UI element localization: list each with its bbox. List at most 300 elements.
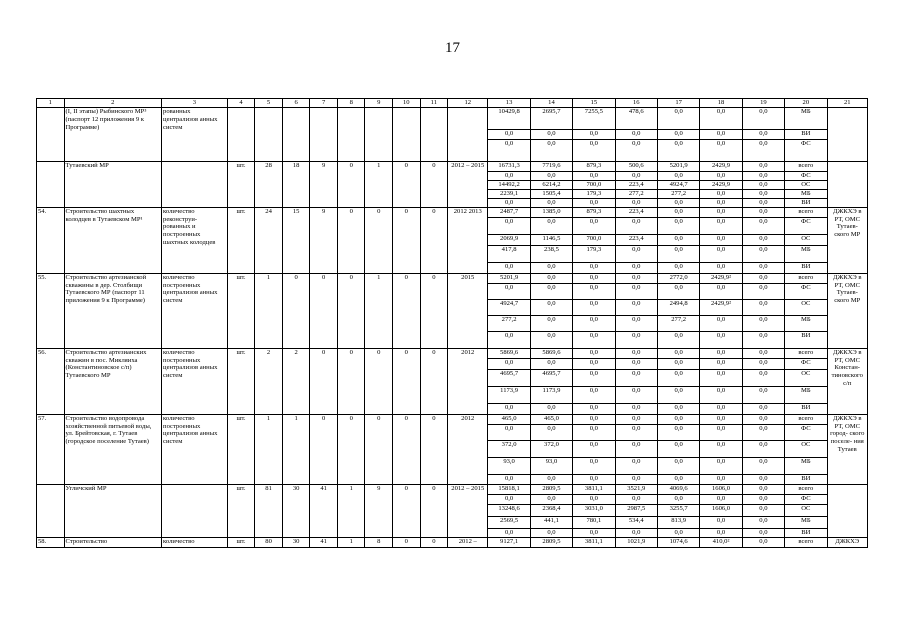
item-name: Строительство водопровода хозяйственной питьевой воды, ул. Брейтовская, г. Тутаев (городское поселение Тутаев) (64, 414, 162, 484)
amount-cell: 0,0 (488, 528, 530, 537)
amount-cell: 0,0 (488, 140, 530, 162)
source-cell: всего (785, 414, 827, 424)
value-cell: 0 (393, 537, 421, 547)
amount-cell: 15818,1 (488, 484, 530, 494)
amount-cell: 0,0 (742, 299, 784, 315)
amount-cell: 0,0 (573, 403, 615, 414)
source-cell: ОС (785, 440, 827, 457)
source-cell: всего (785, 162, 827, 172)
value-cell: 15 (282, 207, 310, 273)
amount-cell: 0,0 (657, 440, 699, 457)
value-cell: 0 (393, 162, 421, 208)
amount-cell: 2429,9 (700, 181, 742, 190)
item-number: 55. (37, 273, 65, 348)
amount-cell: 2368,4 (530, 504, 572, 516)
amount-cell: 3811,1 (573, 484, 615, 494)
amount-cell: 2069,9 (488, 234, 530, 245)
item-name: Угличский МР (64, 484, 162, 537)
amount-cell: 0,0 (742, 273, 784, 283)
amount-cell: 238,5 (530, 245, 572, 262)
value-cell: 0 (420, 484, 448, 537)
item-unit: шт. (227, 273, 255, 348)
amount-cell: 0,0 (742, 494, 784, 504)
amount-cell: 478,6 (615, 108, 657, 130)
source-cell: ФС (785, 217, 827, 234)
amount-cell: 179,3 (573, 190, 615, 199)
header-cell: 15 (573, 99, 615, 108)
item-executor: ДЖКХЭ в РТ, ОМС Констан- тиновского с/п (827, 348, 867, 414)
source-cell: ВИ (785, 130, 827, 140)
value-cell: 30 (282, 484, 310, 537)
item-executor: ДЖКХЭ в РТ, ОМС город- ского поселе- ния Тутаев (827, 414, 867, 484)
amount-cell: 0,0 (530, 130, 572, 140)
item-indicator: количество построенных централизов анных систем (162, 348, 228, 414)
amount-cell: 0,0 (573, 358, 615, 369)
amount-cell: 0,0 (742, 199, 784, 208)
header-cell: 11 (420, 99, 448, 108)
source-cell: ФС (785, 140, 827, 162)
item-number (37, 108, 65, 162)
amount-cell: 465,0 (488, 414, 530, 424)
amount-cell: 0,0 (742, 386, 784, 403)
item-years: 2015 (448, 273, 488, 348)
item-years: 2012 – 2015 (448, 484, 488, 537)
amount-cell: 0,0 (657, 474, 699, 484)
amount-cell: 0,0 (700, 199, 742, 208)
source-cell: ФС (785, 424, 827, 440)
source-cell: ФС (785, 283, 827, 299)
amount-cell: 0,0 (700, 403, 742, 414)
amount-cell: 0,0 (742, 217, 784, 234)
item-number (37, 484, 65, 537)
value-cell: 41 (310, 484, 338, 537)
amount-cell: 0,0 (488, 130, 530, 140)
source-cell: ФС (785, 172, 827, 181)
amount-cell: 0,0 (488, 262, 530, 273)
amount-cell: 1173,9 (530, 386, 572, 403)
item-years (448, 108, 488, 162)
value-cell: 0 (420, 207, 448, 273)
item-executor: ДЖКХЭ (827, 537, 867, 547)
amount-cell: 0,0 (657, 348, 699, 358)
amount-cell: 0,0 (573, 130, 615, 140)
amount-cell: 0,0 (615, 386, 657, 403)
amount-cell: 0,0 (657, 369, 699, 386)
amount-cell: 0,0 (615, 369, 657, 386)
item-unit: шт. (227, 484, 255, 537)
amount-cell: 0,0 (742, 172, 784, 181)
value-cell: 0 (337, 273, 365, 348)
amount-cell: 0,0 (700, 358, 742, 369)
amount-cell: 0,0 (742, 190, 784, 199)
amount-cell: 0,0 (657, 386, 699, 403)
amount-cell: 534,4 (615, 516, 657, 528)
amount-cell: 465,0 (530, 414, 572, 424)
amount-cell: 0,0 (700, 262, 742, 273)
value-cell: 9 (310, 207, 338, 273)
amount-cell: 0,0 (742, 403, 784, 414)
source-cell: ВИ (785, 474, 827, 484)
header-cell: 21 (827, 99, 867, 108)
amount-cell: 0,0 (530, 262, 572, 273)
amount-cell: 0,0 (657, 403, 699, 414)
amount-cell: 0,0 (488, 217, 530, 234)
source-cell: всего (785, 484, 827, 494)
amount-cell: 0,0 (615, 199, 657, 208)
value-cell: 1 (365, 162, 393, 208)
item-unit: шт. (227, 162, 255, 208)
amount-cell: 0,0 (742, 331, 784, 348)
amount-cell: 0,0 (573, 386, 615, 403)
value-cell: 28 (255, 162, 283, 208)
amount-cell: 0,0 (530, 528, 572, 537)
amount-cell: 0,0 (742, 414, 784, 424)
amount-cell: 277,2 (657, 190, 699, 199)
item-years: 2012 – (448, 537, 488, 547)
amount-cell: 3521,9 (615, 484, 657, 494)
item-executor (827, 162, 867, 208)
header-cell: 14 (530, 99, 572, 108)
value-cell: 8 (365, 537, 393, 547)
amount-cell: 277,2 (657, 315, 699, 331)
source-cell: всего (785, 348, 827, 358)
item-number (37, 162, 65, 208)
amount-cell: 10429,8 (488, 108, 530, 130)
table-row (37, 537, 868, 547)
header-cell: 6 (282, 99, 310, 108)
amount-cell: 0,0 (530, 494, 572, 504)
value-cell: 0 (365, 207, 393, 273)
amount-cell: 0,0 (488, 474, 530, 484)
value-cell: 0 (310, 414, 338, 484)
amount-cell: 0,0 (700, 414, 742, 424)
source-cell: ФС (785, 358, 827, 369)
table-row (37, 348, 868, 358)
amount-cell: 700,0 (573, 181, 615, 190)
source-cell: МБ (785, 108, 827, 130)
source-cell: ВИ (785, 331, 827, 348)
header-cell: 19 (742, 99, 784, 108)
item-name: Строительство (64, 537, 162, 547)
value-cell: 0 (420, 162, 448, 208)
amount-cell: 223,4 (615, 181, 657, 190)
amount-cell: 0,0 (742, 457, 784, 474)
source-cell: ОС (785, 234, 827, 245)
header-cell: 9 (365, 99, 393, 108)
item-name: Строительство артезианской скважины в дер. Столбищи Тутаевского МР (паспорт 11 приложения 9 к Программе) (64, 273, 162, 348)
amount-cell: 0,0 (530, 283, 572, 299)
amount-cell: 3255,7 (657, 504, 699, 516)
source-cell: МБ (785, 245, 827, 262)
amount-cell: 0,0 (573, 283, 615, 299)
amount-cell: 0,0 (615, 414, 657, 424)
amount-cell: 0,0 (488, 283, 530, 299)
amount-cell: 0,0 (615, 130, 657, 140)
item-unit: шт. (227, 414, 255, 484)
value-cell: 0 (420, 537, 448, 547)
amount-cell: 0,0 (530, 315, 572, 331)
amount-cell: 1505,4 (530, 190, 572, 199)
header-cell: 12 (448, 99, 488, 108)
amount-cell: 0,0 (530, 140, 572, 162)
amount-cell: 2239,1 (488, 190, 530, 199)
amount-cell: 500,6 (615, 162, 657, 172)
amount-cell: 0,0 (742, 130, 784, 140)
amount-cell: 0,0 (530, 273, 572, 283)
amount-cell: 0,0 (742, 108, 784, 130)
header-cell: 1 (37, 99, 65, 108)
amount-cell: 0,0 (700, 528, 742, 537)
item-indicator: количество (162, 537, 228, 547)
amount-cell: 179,3 (573, 245, 615, 262)
header-cell: 3 (162, 99, 228, 108)
amount-cell: 3031,0 (573, 504, 615, 516)
source-cell: ВИ (785, 199, 827, 208)
amount-cell: 441,1 (530, 516, 572, 528)
amount-cell: 7719,6 (530, 162, 572, 172)
amount-cell: 0,0 (657, 457, 699, 474)
amount-cell: 5201,9 (488, 273, 530, 283)
amount-cell: 277,2 (488, 315, 530, 331)
amount-cell: 0,0 (615, 262, 657, 273)
amount-cell: 0,0 (488, 424, 530, 440)
amount-cell: 0,0 (573, 331, 615, 348)
amount-cell: 2695,7 (530, 108, 572, 130)
amount-cell: 0,0 (700, 474, 742, 484)
value-cell: 0 (393, 414, 421, 484)
page-number: 17 (445, 40, 460, 56)
amount-cell: 0,0 (700, 130, 742, 140)
amount-cell: 0,0 (573, 457, 615, 474)
amount-cell: 0,0 (700, 140, 742, 162)
financing-table (36, 98, 868, 548)
source-cell: МБ (785, 516, 827, 528)
amount-cell: 0,0 (657, 140, 699, 162)
amount-cell: 223,4 (615, 207, 657, 217)
amount-cell: 0,0 (742, 207, 784, 217)
amount-cell: 0,0 (530, 403, 572, 414)
value-cell: 1 (255, 273, 283, 348)
amount-cell: 0,0 (742, 516, 784, 528)
amount-cell: 14492,2 (488, 181, 530, 190)
table-body (37, 108, 868, 548)
amount-cell: 0,0 (657, 234, 699, 245)
item-years: 2012 (448, 348, 488, 414)
amount-cell: 2569,5 (488, 516, 530, 528)
source-cell: всего (785, 537, 827, 547)
item-executor (827, 108, 867, 162)
value-cell: 0 (420, 414, 448, 484)
amount-cell: 0,0 (700, 283, 742, 299)
amount-cell: 0,0 (573, 140, 615, 162)
amount-cell: 0,0 (700, 386, 742, 403)
value-cell (255, 108, 283, 162)
amount-cell: 0,0 (530, 424, 572, 440)
item-name: (I, II этапы) Рыбинского МР³ (паспорт 12 приложения 9 к Программе) (64, 108, 162, 162)
amount-cell: 0,0 (657, 528, 699, 537)
header-cell: 7 (310, 99, 338, 108)
header-cell: 8 (337, 99, 365, 108)
value-cell: 0 (365, 414, 393, 484)
amount-cell: 13248,6 (488, 504, 530, 516)
amount-cell: 0,0 (742, 315, 784, 331)
amount-cell: 93,0 (530, 457, 572, 474)
amount-cell: 0,0 (573, 299, 615, 315)
amount-cell: 372,0 (530, 440, 572, 457)
value-cell: 1 (337, 484, 365, 537)
amount-cell: 0,0 (700, 348, 742, 358)
source-cell: ФС (785, 494, 827, 504)
value-cell: 0 (420, 273, 448, 348)
amount-cell: 0,0 (615, 348, 657, 358)
value-cell: 1 (282, 414, 310, 484)
item-number: 56. (37, 348, 65, 414)
value-cell: 0 (282, 273, 310, 348)
amount-cell: 0,0 (657, 217, 699, 234)
item-indicator: рованных централизов анных систем (162, 108, 228, 162)
source-cell: ВИ (785, 403, 827, 414)
value-cell (310, 108, 338, 162)
amount-cell: 4695,7 (530, 369, 572, 386)
table-row (37, 108, 868, 130)
amount-cell: 0,0 (657, 414, 699, 424)
amount-cell: 0,0 (615, 358, 657, 369)
amount-cell: 0,0 (742, 234, 784, 245)
amount-cell: 277,2 (615, 190, 657, 199)
amount-cell: 0,0 (615, 315, 657, 331)
header-cell: 18 (700, 99, 742, 108)
amount-cell: 0,0 (573, 273, 615, 283)
table-row (37, 162, 868, 172)
amount-cell: 6214,2 (530, 181, 572, 190)
amount-cell: 0,0 (573, 217, 615, 234)
amount-cell: 0,0 (700, 190, 742, 199)
value-cell: 2 (255, 348, 283, 414)
value-cell: 41 (310, 537, 338, 547)
value-cell: 30 (282, 537, 310, 547)
item-indicator: количество построенных централизов анных систем (162, 414, 228, 484)
amount-cell: 0,0 (742, 348, 784, 358)
item-unit (227, 108, 255, 162)
value-cell: 81 (255, 484, 283, 537)
source-cell: ВИ (785, 262, 827, 273)
amount-cell: 2494,8 (657, 299, 699, 315)
amount-cell: 0,0 (488, 199, 530, 208)
amount-cell: 4069,6 (657, 484, 699, 494)
amount-cell: 0,0 (657, 283, 699, 299)
source-cell: ОС (785, 369, 827, 386)
amount-cell: 0,0 (615, 273, 657, 283)
value-cell: 0 (365, 348, 393, 414)
amount-cell: 4924,7 (657, 181, 699, 190)
amount-cell: 0,0 (488, 331, 530, 348)
item-indicator: количество реконструи- рованных и построенных шахтных колодцев (162, 207, 228, 273)
amount-cell: 372,0 (488, 440, 530, 457)
amount-cell: 0,0 (615, 528, 657, 537)
amount-cell: 0,0 (573, 474, 615, 484)
value-cell: 0 (337, 414, 365, 484)
amount-cell: 0,0 (530, 217, 572, 234)
amount-cell: 0,0 (742, 262, 784, 273)
amount-cell: 0,0 (530, 331, 572, 348)
amount-cell: 0,0 (657, 172, 699, 181)
amount-cell: 0,0 (657, 199, 699, 208)
value-cell: 0 (310, 348, 338, 414)
value-cell (393, 108, 421, 162)
amount-cell: 0,0 (700, 245, 742, 262)
program-table (36, 98, 868, 548)
value-cell: 0 (393, 348, 421, 414)
amount-cell: 0,0 (700, 457, 742, 474)
amount-cell: 0,0 (615, 403, 657, 414)
amount-cell: 0,0 (657, 108, 699, 130)
item-number: 58. (37, 537, 65, 547)
amount-cell: 2772,0 (657, 273, 699, 283)
amount-cell: 0,0 (488, 494, 530, 504)
amount-cell: 0,0 (742, 504, 784, 516)
value-cell: 0 (393, 484, 421, 537)
amount-cell: 5869,6 (488, 348, 530, 358)
amount-cell: 1146,5 (530, 234, 572, 245)
amount-cell: 0,0 (700, 217, 742, 234)
amount-cell: 0,0 (657, 494, 699, 504)
value-cell: 18 (282, 162, 310, 208)
amount-cell: 2987,5 (615, 504, 657, 516)
amount-cell: 0,0 (530, 199, 572, 208)
header-cell: 20 (785, 99, 827, 108)
amount-cell: 0,0 (700, 315, 742, 331)
amount-cell: 0,0 (700, 108, 742, 130)
item-unit: шт. (227, 348, 255, 414)
amount-cell: 93,0 (488, 457, 530, 474)
amount-cell: 0,0 (573, 414, 615, 424)
amount-cell: 1385,0 (530, 207, 572, 217)
amount-cell: 4924,7 (488, 299, 530, 315)
amount-cell: 2429,9² (700, 273, 742, 283)
value-cell: 0 (337, 162, 365, 208)
item-name: Тутаевский МР (64, 162, 162, 208)
amount-cell: 0,0 (742, 537, 784, 547)
value-cell: 0 (420, 348, 448, 414)
amount-cell: 3811,1 (573, 537, 615, 547)
amount-cell: 0,0 (700, 207, 742, 217)
header-cell: 10 (393, 99, 421, 108)
amount-cell: 5869,6 (530, 348, 572, 358)
amount-cell: 2429,9² (700, 299, 742, 315)
amount-cell: 0,0 (615, 172, 657, 181)
amount-cell: 700,0 (573, 234, 615, 245)
item-years: 2012 – 2015 (448, 162, 488, 208)
source-cell: ОС (785, 299, 827, 315)
source-cell: ОС (785, 181, 827, 190)
amount-cell: 0,0 (742, 162, 784, 172)
amount-cell: 0,0 (573, 262, 615, 273)
amount-cell: 0,0 (700, 369, 742, 386)
item-unit: шт. (227, 207, 255, 273)
amount-cell: 0,0 (530, 172, 572, 181)
amount-cell: 0,0 (615, 474, 657, 484)
amount-cell: 417,8 (488, 245, 530, 262)
amount-cell: 0,0 (573, 348, 615, 358)
amount-cell: 0,0 (615, 217, 657, 234)
value-cell: 1 (255, 414, 283, 484)
table-row (37, 273, 868, 283)
amount-cell: 0,0 (700, 424, 742, 440)
amount-cell: 0,0 (615, 140, 657, 162)
amount-cell: 0,0 (742, 474, 784, 484)
amount-cell: 0,0 (742, 283, 784, 299)
value-cell: 0 (310, 273, 338, 348)
